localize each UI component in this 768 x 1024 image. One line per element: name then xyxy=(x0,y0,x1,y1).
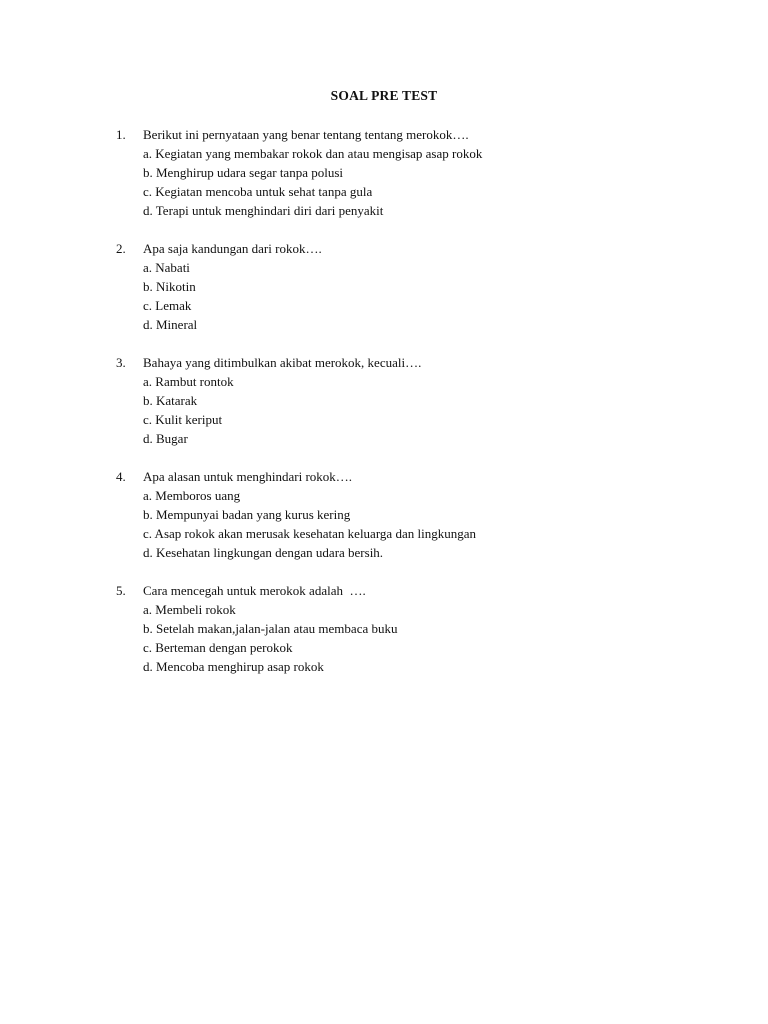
question-2 xyxy=(116,239,676,334)
answer-option-b: b. Katarak xyxy=(143,393,198,408)
answer-option-a: a. Kegiatan yang membakar rokok dan atau mengisap asap rokok xyxy=(143,146,483,161)
answer-option-c: c. Kulit keriput xyxy=(143,412,223,427)
answer-option-c: c. Berteman dengan perokok xyxy=(143,640,293,655)
question-number: 5. xyxy=(116,583,126,598)
answer-option-a: a. Rambut rontok xyxy=(143,374,234,389)
question-text: Apa alasan untuk menghindari rokok…. xyxy=(143,469,353,484)
question-5 xyxy=(116,581,676,676)
question-text: Cara mencegah untuk merokok adalah …. xyxy=(143,583,366,598)
answer-option-d: d. Bugar xyxy=(143,431,188,446)
question-text: Berikut ini pernyataan yang benar tentang tentang merokok…. xyxy=(143,127,469,142)
answer-option-c: c. Asap rokok akan merusak kesehatan keluarga dan lingkungan xyxy=(143,526,476,541)
answer-option-d: d. Terapi untuk menghindari diri dari penyakit xyxy=(143,203,384,218)
question-text: Bahaya yang ditimbulkan akibat merokok, kecuali…. xyxy=(143,355,422,370)
answer-option-d: d. Mencoba menghirup asap rokok xyxy=(143,659,324,674)
answer-option-a: a. Membeli rokok xyxy=(143,602,236,617)
question-list xyxy=(116,125,676,695)
question-text: Apa saja kandungan dari rokok…. xyxy=(143,241,322,256)
answer-option-b: b. Mempunyai badan yang kurus kering xyxy=(143,507,351,522)
question-stem xyxy=(116,125,676,144)
answer-option-b: b. Nikotin xyxy=(143,279,196,294)
answer-option-b: b. Menghirup udara segar tanpa polusi xyxy=(143,165,344,180)
question-stem xyxy=(116,467,676,486)
question-4 xyxy=(116,467,676,562)
answer-option-c: c. Lemak xyxy=(143,298,192,313)
question-stem xyxy=(116,581,676,600)
question-number: 3. xyxy=(116,355,126,370)
question-stem xyxy=(116,353,676,372)
question-number: 2. xyxy=(116,241,126,256)
answer-option-a: a. Nabati xyxy=(143,260,190,275)
answer-option-d: d. Mineral xyxy=(143,317,198,332)
question-3 xyxy=(116,353,676,448)
answer-option-b: b. Setelah makan,jalan-jalan atau membaca buku xyxy=(143,621,398,636)
question-stem xyxy=(116,239,676,258)
question-number: 4. xyxy=(116,469,126,484)
answer-option-c: c. Kegiatan mencoba untuk sehat tanpa gula xyxy=(143,184,373,199)
question-1 xyxy=(116,125,676,220)
answer-option-d: d. Kesehatan lingkungan dengan udara bersih. xyxy=(143,545,384,560)
answer-option-a: a. Memboros uang xyxy=(143,488,241,503)
document-title: SOAL PRE TEST xyxy=(330,88,438,103)
question-number: 1. xyxy=(116,127,126,142)
